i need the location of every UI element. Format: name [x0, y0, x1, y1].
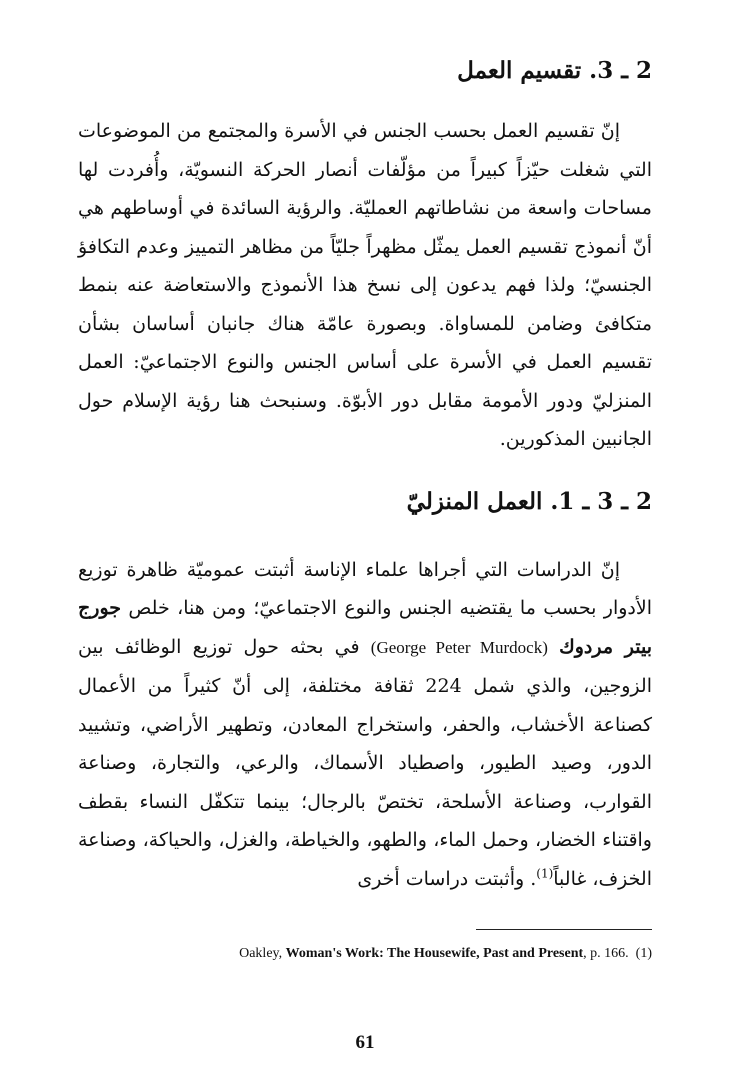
- section-paragraph: إنّ تقسيم العمل بحسب الجنس في الأسرة والمجتمع من الموضوعات التي شغلت حيّزاً كبيراً من مؤلّفات أنصار الحركة النسويّة، وأُفردت لها مساحات واسعة من نشاطاتهم العمليّة. والرؤية السائدة في أوساطهم هي أنّ أنموذج تقسيم العمل يمثّل مظهراً جليّاً من مظاهر التمييز وعدم التكافؤ الجنسيّ؛ ولذا فهم يدعون إلى نسخ هذا الأنموذج والاستعاضة عنه بنمط متكافئ وضامن للمساواة. وبصورة عامّة هناك جانبان أساسان بشأن تقسيم العمل في الأسرة على أساس الجنس والنوع الاجتماعيّ: العمل المنزليّ ودور الأمومة مقابل دور الأبوّة. وسنبحث هنا رؤية الإسلام حول الجانبين المذكورين.: [78, 120, 652, 450]
- footnote-divider: [476, 929, 652, 930]
- footnote-reference: (1): [536, 866, 554, 881]
- section-heading: 2 ـ 3. تقسيم العمل: [457, 57, 652, 84]
- footnote-author: Oakley,: [239, 946, 283, 961]
- author-name-arabic: جورج بيتر مردوك: [78, 597, 653, 658]
- subsection-text-after-name: في بحثه حول توزيع الوظائف بين الزوجين، والذي شمل 224 ثقافة مختلفة، إلى أنّ كثيراً من الأعمال كصناعة الأخشاب، والحفر، واستخراج المعادن، وتطهير الأراضي، وتشييد الدور، وصيد الطيور، واصطياد الأسماك، والرعي، والتجارة، وصناعة القوارب، وصناعة الأسلحة، تختصّ بالرجال؛ بينما تتكفّل النساء بقطف واقتناء الخضار، وحمل الماء، والطهو، والخياطة، والغزل، والحياكة، وصناعة الخزف، غالباً: [78, 635, 652, 890]
- subsection-paragraph: [78, 551, 652, 899]
- subsection-text-end: . وأثبتت دراسات أخرى: [357, 867, 537, 890]
- page-number: 61: [355, 1032, 375, 1053]
- footnote-number: (1): [635, 946, 652, 961]
- page-body: [78, 48, 652, 898]
- footnote-page: , p. 166.: [583, 946, 629, 961]
- author-name-latin: (George Peter Murdock): [370, 637, 548, 657]
- footnote-title: Woman's Work: The Housewife, Past and Present: [285, 946, 584, 961]
- footnote: [78, 944, 652, 964]
- subsection-heading: 2 ـ 3 ـ 1. العمل المنزليّ: [406, 487, 652, 515]
- subsection-text-before-name: إنّ الدراسات التي أجراها علماء الإناسة أثبتت عموميّة ظاهرة توزيع الأدوار بحسب ما يقتضيه الجنس والنوع الاجتماعيّ؛ ومن هنا، خلص: [78, 558, 653, 619]
